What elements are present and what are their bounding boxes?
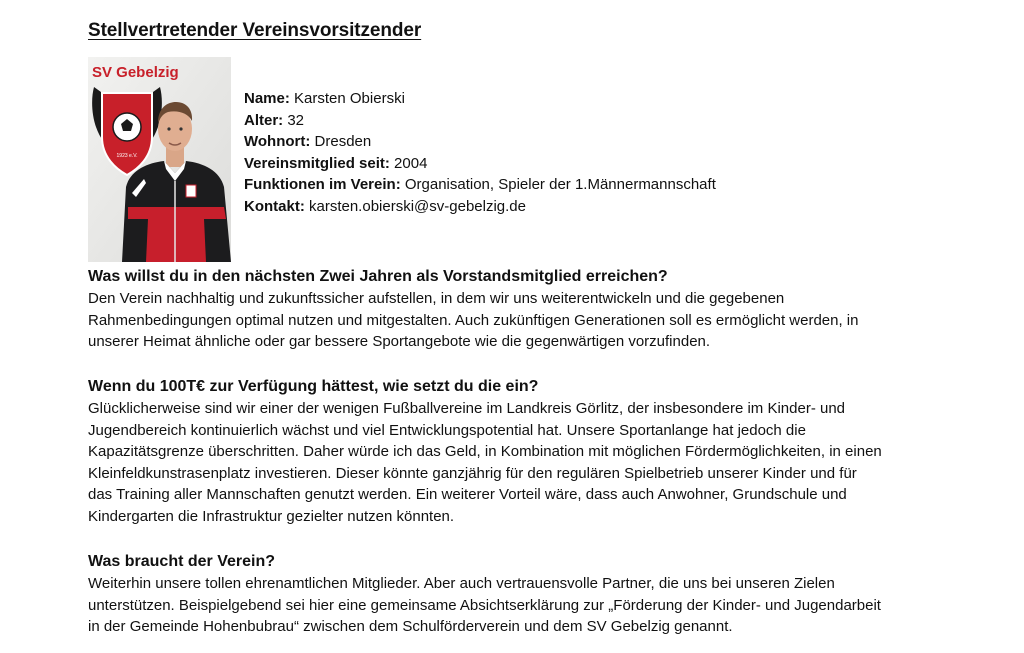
paragraph-line: Den Verein nachhaltig und zukunftssicher aufstellen, in dem wir uns weiterentwickeln und die gegebenen <box>88 290 785 307</box>
crest-year-text: 1923 e.V. <box>116 153 138 159</box>
paragraph-line: das Training aller Mannschaften genutzt werden. Ein weiterer Vorteil wäre, dass auch Anwohner, Grundschule und <box>88 486 847 504</box>
section-heading: Was braucht der Verein? <box>88 553 276 570</box>
paragraph-line: Kapazitätsgrenze überschritten. Daher würde ich das Geld, in Kombination mit möglichen Fördermöglichkeiten, in einen <box>88 443 882 461</box>
paragraph-line: Glücklicherweise sind wir einer der wenigen Fußballvereine im Landkreis Görlitz, der insbesondere im Kinder- und <box>88 400 846 417</box>
paragraph-line: Kindergarten die Infrastruktur gezielter nutzen könnten. <box>88 507 455 525</box>
profile-age-row: Alter: 32 <box>244 111 305 129</box>
profile-residence: Dresden <box>310 133 372 150</box>
paragraph-line: Weiterhin unsere tollen ehrenamtlichen Mitglieder. Aber auch vertrauensvolle Partner, die uns bei unseren Zielen <box>88 575 835 592</box>
profile-member-since: 2004 <box>389 154 428 172</box>
paragraph-line: Rahmenbedingungen optimal nutzen und mitgestalten. Auch zukünftigen Generationen soll es ermöglicht werden, in <box>88 311 859 329</box>
section-goals <box>88 266 968 353</box>
club-name-text: SV Gebelzig <box>92 64 179 81</box>
paragraph-line: unserer Heimat ähnliche oder gar bessere Sportangebote wie die gegenwärtigen vorzufinden. <box>88 333 711 351</box>
profile-functions: Organisation, Spieler der 1.Männermannschaft <box>400 176 716 193</box>
profile-photo <box>88 57 231 262</box>
paragraph-line: Jugendbereich kontinuierlich wächst und viel Entwicklungspotential hat. Unsere Sportanlange hat jedoch die <box>88 421 806 439</box>
profile-contact-row: Kontakt: karsten.obierski@sv-gebelzig.de <box>244 197 526 215</box>
section-budget <box>88 376 968 528</box>
profile-member-since-row: Vereinsmitglied seit: 2004 <box>244 154 428 172</box>
section-heading: Was willst du in den nächsten Zwei Jahren als Vorstandsmitglied erreichen? <box>88 268 668 285</box>
page-title: Stellvertretender Vereinsvorsitzender <box>88 20 422 41</box>
section-club-needs <box>88 551 968 638</box>
profile-name-row: Name: Karsten Obierski <box>244 90 405 107</box>
paragraph-line: Kleinfeldkunstrasenplatz investieren. Dieser könnte ganzjährig für den regulären Spielbetrieb unserer Kinder und für <box>88 464 857 482</box>
profile-details <box>244 88 716 217</box>
paragraph-line: unterstützen. Beispielgebend sei hier eine gemeinsame Absichtserklärung zur „Förderung der Kinder- und Jugendarbeit <box>88 596 881 614</box>
profile-age: 32 <box>283 111 305 129</box>
profile-functions-row: Funktionen im Verein: Organisation, Spieler der 1.Männermannschaft <box>244 176 716 193</box>
profile-name: Karsten Obierski <box>289 90 405 107</box>
section-heading: Wenn du 100T€ zur Verfügung hättest, wie setzt du die ein? <box>88 378 539 395</box>
profile-contact-email[interactable]: karsten.obierski@sv-gebelzig.de <box>304 197 526 215</box>
profile-residence-row: Wohnort: Dresden <box>244 133 372 150</box>
paragraph-line: in der Gemeinde Hohenbubrau“ zwischen dem Schulförderverein und dem SV Gebelzig genannt. <box>88 618 733 636</box>
